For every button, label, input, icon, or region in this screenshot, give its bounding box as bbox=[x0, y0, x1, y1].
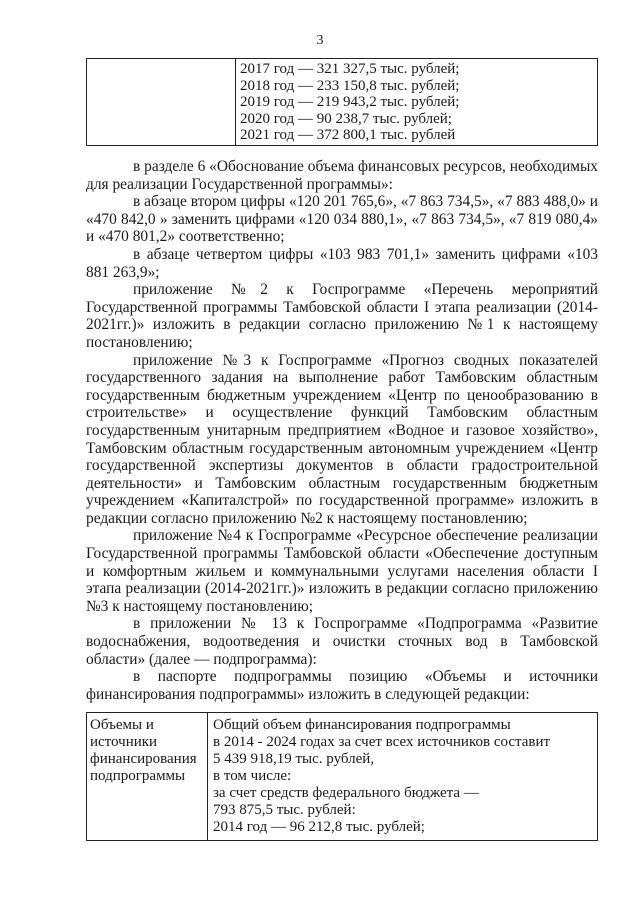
page-number: 3 bbox=[316, 33, 324, 48]
value-line: Общий объем финансирования подпрограммы bbox=[213, 717, 511, 733]
label-line: Объемы и bbox=[90, 717, 154, 733]
table-years-cell bbox=[236, 59, 598, 146]
paragraph: в абзаце втором цифры «120 201 765,6», «7 863 734,5», «7 883 488,0» и «470 842,0 » заменить цифрами «120 034 880,1», «7 863 734,5», «7 819 080,4» и «470 801,2» соответственно; bbox=[86, 193, 598, 246]
passport-funding-table bbox=[86, 712, 598, 841]
document-body bbox=[86, 158, 598, 703]
table-empty-cell bbox=[87, 59, 236, 146]
year-line: 2017 год — 321 327,5 тыс. рублей; bbox=[240, 61, 460, 77]
funding-years-table bbox=[86, 58, 598, 146]
passport-value-cell bbox=[208, 713, 598, 841]
label-line: подпрограммы bbox=[90, 768, 186, 784]
value-line: в 2014 - 2024 годах за счет всех источников составит bbox=[213, 734, 551, 750]
value-line: за счет средств федерального бюджета — bbox=[213, 785, 479, 801]
paragraph: в разделе 6 «Обоснование объема финансовых ресурсов, необходимых для реализации Государственной программы»: bbox=[86, 158, 598, 193]
value-line: 5 439 918,19 тыс. рублей, bbox=[213, 751, 375, 767]
value-line: в том числе: bbox=[213, 768, 292, 784]
paragraph: в паспорте подпрограммы позицию «Объемы и источники финансирования подпрограммы» изложить в следующей редакции: bbox=[86, 668, 598, 703]
year-line: 2021 год — 372 800,1 тыс. рублей bbox=[240, 127, 456, 144]
label-line: источники bbox=[90, 734, 158, 750]
year-line: 2018 год — 233 150,8 тыс. рублей; bbox=[240, 77, 460, 94]
paragraph: приложение №4 к Госпрограмме «Ресурсное обеспечение реализации Государственной программы Тамбовской области «Обеспечение доступным и комфортным жильем и коммунальными услугами населения области I этапа реализации (2014-2021гг.)» изложить в редакции согласно приложению №3 к настоящему постановлению; bbox=[86, 527, 598, 615]
label-line: финансирования bbox=[90, 751, 197, 767]
paragraph: приложение №3 к Госпрограмме «Прогноз сводных показателей государственного задания на выполнение работ Тамбовским областным государственным бюджетным учреждением «Центр по ценообразованию в строительстве» и осуществление функций Тамбовским областным государственным унитарным предприятием «Водное и газовое хозяйство», Тамбовским областным государственным автономным учреждением «Центр государственной экспертизы документов в области градостроительной деятельности» и Тамбовским областным государственным бюджетным учреждением «Капиталстрой» по государственной программе» изложить в редакции согласно приложению №2 к настоящему постановлению; bbox=[86, 351, 598, 527]
paragraph: в приложении № 13 к Госпрограмме «Подпрограмма «Развитие водоснабжения, водоотведения и очистки сточных вод в Тамбовской области» (далее — подпрограмма): bbox=[86, 615, 598, 668]
passport-label-cell bbox=[87, 713, 208, 841]
year-line: 2019 год — 219 943,2 тыс. рублей; bbox=[240, 94, 460, 111]
year-line: 2020 год — 90 238,7 тыс. рублей; bbox=[240, 110, 452, 127]
paragraph: в абзаце четвертом цифры «103 983 701,1» заменить цифрами «103 881 263,9»; bbox=[86, 245, 598, 281]
value-line: 793 875,5 тыс. рублей: bbox=[213, 802, 356, 818]
value-line: 2014 год — 96 212,8 тыс. рублей; bbox=[213, 819, 425, 835]
paragraph: приложение №2 к Госпрограмме «Перечень мероприятий Государственной программы Тамбовской области I этапа реализации (2014-2021гг.)» изложить в редакции согласно приложению №1 к настоящему постановлению; bbox=[86, 281, 598, 351]
